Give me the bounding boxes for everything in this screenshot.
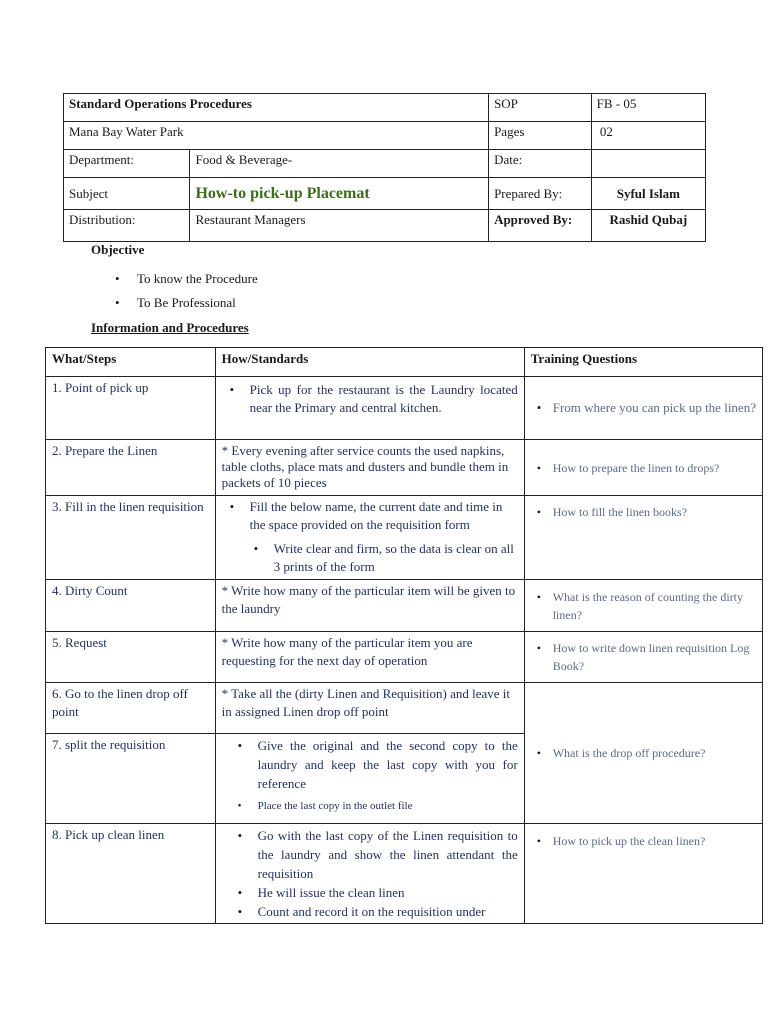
column-header-standards: How/Standards <box>215 348 524 377</box>
section-heading: Information and Procedures <box>91 320 249 335</box>
standard-item: • Fill the below name, the current date and time in the space provided on the requisition form <box>222 498 518 534</box>
objective-heading: Objective <box>91 242 145 257</box>
question-item: • From where you can pick up the linen? <box>531 399 756 417</box>
question-cell <box>524 496 762 580</box>
question-cell <box>524 440 762 496</box>
standards-cell <box>215 377 524 440</box>
standards-cell: * Every evening after service counts the used napkins, table cloths, place mats and dusters and bundle them in packets of 10 pieces <box>215 440 524 496</box>
standard-item: • Count and record it on the requisition under <box>206 902 518 921</box>
prepared-by-value: Syful Islam <box>591 178 705 210</box>
standard-item: • Go with the last copy of the Linen requisition to the laundry and show the linen attendant the requisition <box>206 826 518 883</box>
sop-label: SOP <box>489 94 592 122</box>
standard-subitem: • Write clear and firm, so the data is clear on all 3 prints of the form <box>222 540 518 576</box>
date-value <box>591 150 705 178</box>
question-item: • How to prepare the linen to drops? <box>531 459 756 477</box>
standard-item: • Pick up for the restaurant is the Laundry located near the Primary and central kitchen. <box>222 381 518 417</box>
column-header-questions: Training Questions <box>524 348 762 377</box>
standard-item: • Place the last copy in the outlet file <box>206 797 518 816</box>
standards-cell <box>215 824 524 924</box>
standards-cell <box>215 496 524 580</box>
document-title: Standard Operations Procedures <box>64 94 489 122</box>
table-row <box>46 377 763 440</box>
standards-cell: * Write how many of the particular item you are requesting for the next day of operation <box>215 632 524 683</box>
table-row <box>46 580 763 632</box>
date-label: Date: <box>489 150 592 178</box>
step-cell: 5. Request <box>46 632 216 683</box>
department-label: Department: <box>64 150 190 178</box>
step-cell: 2. Prepare the Linen <box>46 440 216 496</box>
pages-label: Pages <box>489 122 592 150</box>
table-row <box>46 683 763 734</box>
step-cell: 1. Point of pick up <box>46 377 216 440</box>
subject-label: Subject <box>64 178 190 210</box>
pages-value: 02 <box>591 122 705 150</box>
question-cell <box>524 377 762 440</box>
prepared-by-label: Prepared By: <box>489 178 592 210</box>
procedures-table <box>45 347 763 924</box>
step-cell: 7. split the requisition <box>46 734 216 824</box>
step-cell: 4. Dirty Count <box>46 580 216 632</box>
objective-list <box>115 267 258 315</box>
approved-by-label: Approved By: <box>489 210 592 242</box>
question-item: • What is the drop off procedure? <box>531 744 756 762</box>
department-value: Food & Beverage- <box>190 150 489 178</box>
standards-cell <box>215 734 524 824</box>
distribution-label: Distribution: <box>64 210 190 242</box>
organization-name: Mana Bay Water Park <box>64 122 489 150</box>
question-item: • What is the reason of counting the dirty linen? <box>531 588 756 624</box>
objective-item: • To Be Professional <box>115 291 258 315</box>
question-cell <box>524 824 762 924</box>
standards-cell: * Write how many of the particular item will be given to the laundry <box>215 580 524 632</box>
subject-value: How-to pick-up Placemat <box>190 178 489 210</box>
column-header-steps: What/Steps <box>46 348 216 377</box>
table-row <box>46 440 763 496</box>
sop-value: FB - 05 <box>591 94 705 122</box>
step-cell: 6. Go to the linen drop off point <box>46 683 216 734</box>
question-item: • How to fill the linen books? <box>531 503 756 521</box>
table-row <box>46 496 763 580</box>
question-item: • How to write down linen requisition Log Book? <box>531 639 756 675</box>
standards-cell: * Take all the (dirty Linen and Requisition) and leave it in assigned Linen drop off point <box>215 683 524 734</box>
sop-header-table <box>63 93 706 242</box>
question-cell <box>524 632 762 683</box>
question-item: • How to pick up the clean linen? <box>531 832 756 850</box>
step-cell: 8. Pick up clean linen <box>46 824 216 924</box>
question-cell <box>524 580 762 632</box>
distribution-value: Restaurant Managers <box>190 210 489 242</box>
objective-item: • To know the Procedure <box>115 267 258 291</box>
approved-by-value: Rashid Qubaj <box>591 210 705 242</box>
table-row <box>46 632 763 683</box>
step-cell: 3. Fill in the linen requisition <box>46 496 216 580</box>
question-cell <box>524 683 762 824</box>
standard-item: • He will issue the clean linen <box>206 883 518 902</box>
standard-item: • Give the original and the second copy to the laundry and keep the last copy with you for reference <box>206 736 518 793</box>
table-row <box>46 824 763 924</box>
